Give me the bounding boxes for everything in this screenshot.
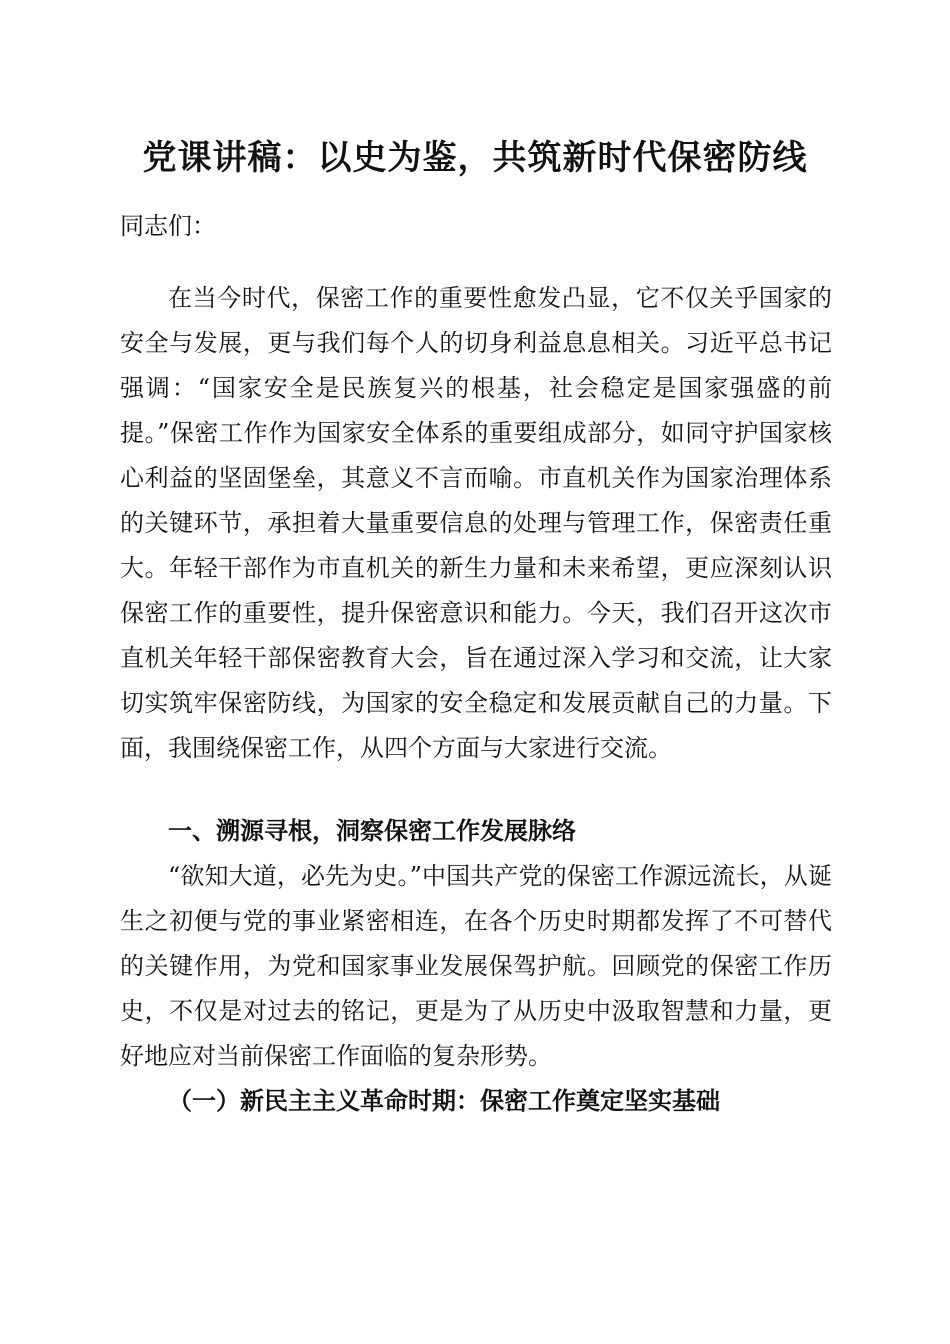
document-title: 党课讲稿：以史为鉴，共筑新时代保密防线 [142, 138, 808, 178]
section-heading-1: 一、溯源寻根，洞察保密工作发展脉络 [168, 817, 576, 845]
intro-paragraph: 在当今时代，保密工作的重要性愈发凸显，它不仅关乎国家的安全与发展，更与我们每个人的切身利益息息相关。习近平总书记强调：“国家安全是民族复兴的根基，社会稳定是国家强盛的前提。”保密工作作为国家安全体系的重要组成部分，如同守护国家核心利益的坚固堡垒，其意义不言而喻。市直机关作为国家治理体系的关键环节，承担着大量重要信息的处理与管理工作，保密责任重大。年轻干部作为市直机关的新生力量和未来希望，更应深刻认识保密工作的重要性，提升保密意识和能力。今天，我们召开这次市直机关年轻干部保密教育大会，旨在通过深入学习和交流，让大家切实筑牢保密防线，为国家的安全稳定和发展贡献自己的力量。下面，我围绕保密工作，从四个方面与大家进行交流。 [120, 284, 832, 762]
subsection-heading-1: （一）新民主主义革命时期：保密工作奠定坚实基础 [168, 1086, 720, 1115]
salutation: 同志们： [120, 212, 216, 240]
history-paragraph: “欲知大道，必先为史。”中国共产党的保密工作源远流长，从诞生之初便与党的事业紧密相连，在各个历史时期都发挥了不可替代的关键作用，为党和国家事业发展保驾护航。回顾党的保密工作历史，不仅是对过去的铭记，更是为了从历史中汲取智慧和力量，更好地应对当前保密工作面临的复杂形势。 [120, 862, 832, 1070]
